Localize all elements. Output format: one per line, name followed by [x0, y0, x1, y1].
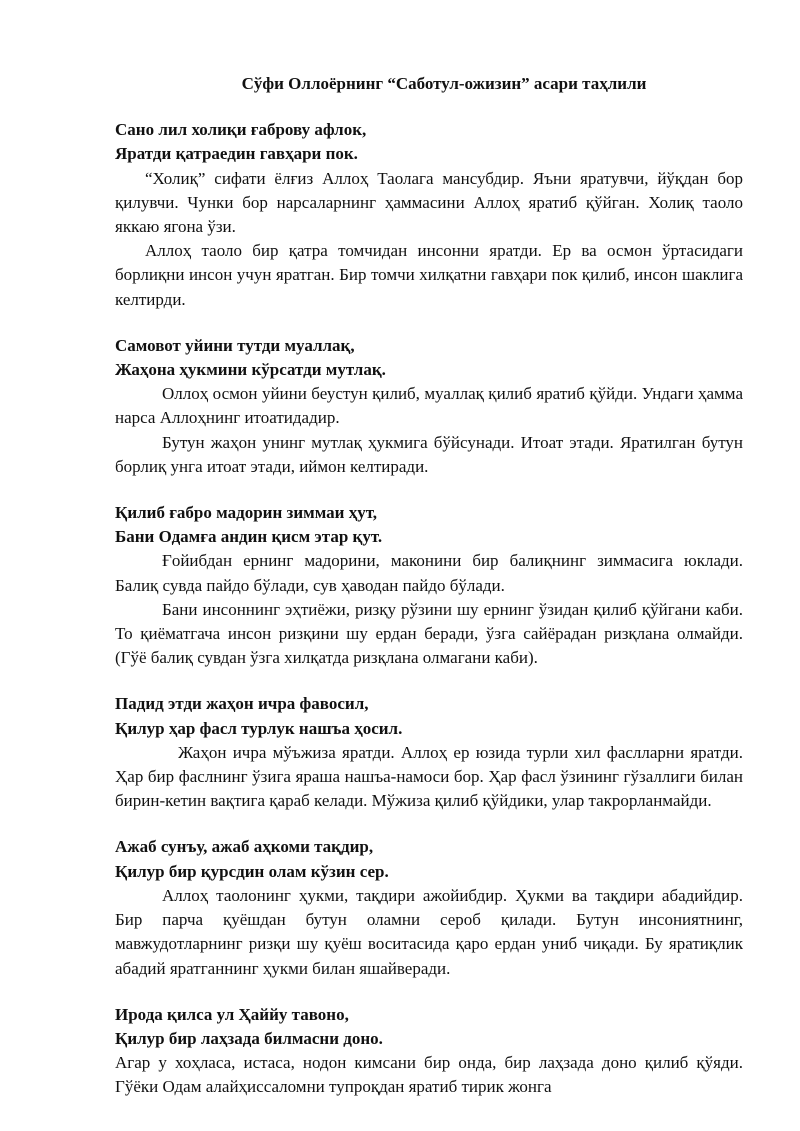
commentary-paragraph: Бани инсоннинг эҳтиёжи, ризқу рўзини шу ернинг ўзидан қилиб қўйгани каби. То қиёматгача инсон ризқини шу ердан беради, ўзга сайёрадан ризқлана олмайди. (Гўё балиқ сувдан ўзга хилқатда ризқлана олмагани каби).	[115, 599, 743, 668]
commentary-paragraph: “Холиқ” сифати ёлғиз Аллоҳ Таолага мансубдир. Яъни яратувчи, йўқдан бор қилувчи. Чунки бор нарсаларнинг ҳаммасини Аллоҳ яратиб қўйган. Холиқ таоло яккаю ягона ўзи.	[115, 168, 743, 237]
commentary-paragraph: Ғойибдан ернинг мадорини, маконини бир балиқнинг зиммасига юклади. Балиқ сувда пайдо бўлади, сув ҳаводан пайдо бўлади.	[115, 551, 743, 595]
commentary-paragraph: Бутун жаҳон унинг мутлақ ҳукмига бўйсунади. Итоат этади. Яратилган бутун борлиқ унга итоат этади, иймон келтиради.	[115, 432, 743, 476]
document-page	[115, 72, 743, 1122]
section-6	[115, 1003, 743, 1100]
verse-line: Қилур бир қурсдин олам кўзин сер.	[115, 861, 389, 881]
section-1	[115, 118, 743, 312]
commentary-paragraph: Жаҳон ичра мўъжиза яратди. Аллоҳ ер юзида турли хил фаслларни яратди. Ҳар бир фаслнинг ўзига яраша нашъа-намоси бор. Ҳар фасл ўзининг гўзаллиги билан бирин-кетин вақтига қараб келади. Мўжиза қилиб қўйдики, улар такрорланмайди.	[115, 742, 743, 811]
document-title: Сўфи Оллоёрнинг “Саботул-ожизин” асари таҳлили	[241, 74, 647, 93]
verse-line: Ажаб сунъу, ажаб аҳкоми тақдир,	[115, 837, 374, 857]
commentary-paragraph: Аллоҳ таоло бир қатра томчидан инсонни яратди. Ер ва осмон ўртасидаги борлиқни инсон учун яратган. Бир томчи хилқатни гавҳари пок қилиб, инсон шаклига келтирди.	[115, 241, 743, 309]
section-3	[115, 501, 743, 670]
section-5	[115, 835, 743, 980]
verse-line: Ирода қилса ул Ҳаййу тавоно,	[115, 1004, 349, 1024]
section-2	[115, 334, 743, 479]
verse-line: Қилур бир лаҳзада билмасни доно.	[115, 1028, 383, 1048]
commentary-paragraph: Агар у хоҳласа, истаса, нодон кимсани бир онда, бир лаҳзада доно қилиб қўяди. Гўёки Одам алайҳиссаломни тупроқдан яратиб тирик жонга	[115, 1053, 743, 1097]
verse-line: Самовот уйини тутди муаллақ,	[115, 335, 355, 355]
verse-line: Яратди қатраедин гавҳари пок.	[115, 144, 358, 164]
section-4	[115, 692, 743, 813]
commentary-paragraph: Аллоҳ таолонинг ҳукми, тақдири ажойибдир. Ҳукми ва тақдири абадийдир. Бир парча қуёшдан бутун оламни сероб қилади. Бутун инсониятнинг, мавжудотларнинг ризқи шу қуёш воситасида қаро ердан униб чиқади. Бу яратиқлик абадий яратганнинг ҳукми билан яшайверади.	[115, 885, 743, 978]
verse-line: Сано лил холиқи ғаброву афлок,	[115, 120, 367, 140]
verse-line: Қилиб ғабро мадорин зиммаи ҳут,	[115, 503, 378, 523]
verse-line: Жаҳона ҳукмини кўрсатди мутлақ.	[115, 360, 386, 380]
verse-line: Бани Одамға андин қисм этар қут.	[115, 527, 383, 547]
verse-line: Қилур ҳар фасл турлук нашъа ҳосил.	[115, 718, 403, 738]
verse-line: Падид этди жаҳон ичра фавосил,	[115, 694, 369, 714]
commentary-paragraph: Оллоҳ осмон уйини беустун қилиб, муаллақ қилиб яратиб қўйди. Ундаги ҳамма нарса Аллоҳнинг итоатидадир.	[115, 384, 743, 428]
